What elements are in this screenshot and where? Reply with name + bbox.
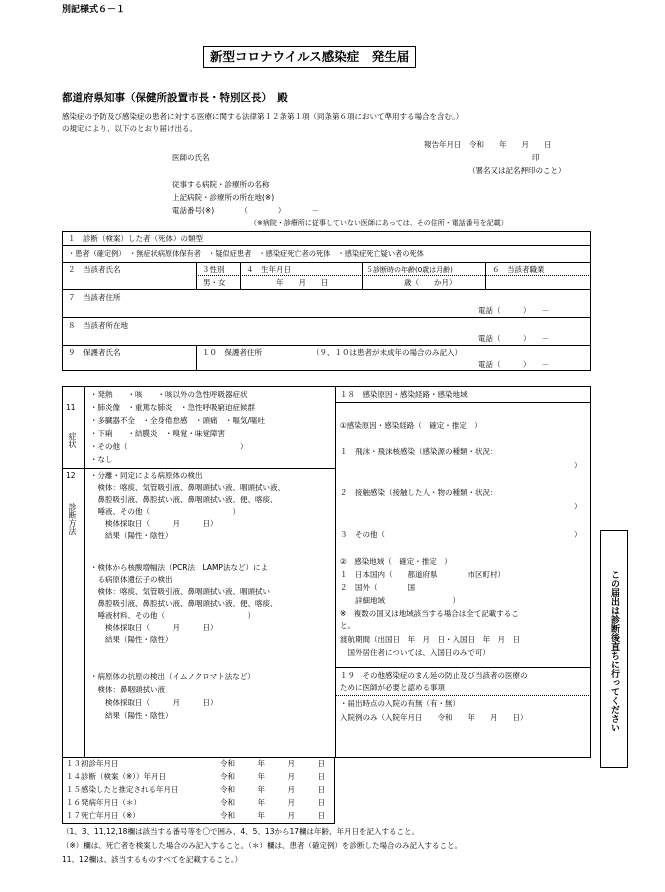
sec12-b2-l7: 結果（陽性・陰性） (90, 635, 173, 644)
sec12-b1-l5: 検体採取日（ 月 日） (90, 519, 218, 528)
sec12-b3-l4: 結果（陽性・陰性） (90, 711, 173, 720)
sec11-line-3: ・多臓器不全 ・全身倦怠感 ・頭痛 ・嘔気/嘔吐 (90, 416, 266, 425)
sec18-item-3: ３ その他（ (340, 530, 385, 539)
date-17-label: １７死亡年月日（※） (66, 811, 140, 820)
sec12-b3-l1: ・病原体の抗原の検出（イムノクロマト法など） (90, 672, 255, 681)
patient-location-phone: 電話（ ） － (478, 334, 550, 343)
phone-label: 電話番号(※) （ ） － (172, 206, 320, 215)
doctor-name-label: 医師の氏名 (172, 153, 210, 162)
date-13-value: 令和 年 月 日 (220, 759, 325, 768)
sec19-line-1: １９ その他感染症のまん延の防止及び当該者の医療の (340, 671, 528, 680)
sec18-header: １８ 感染原因・感染経路・感染地域 (340, 390, 468, 399)
guardian-name-label: ９ 保護者氏名 (68, 348, 121, 357)
seal-mark: 印 (532, 153, 540, 162)
sec12-b1-l4: 唾液、その他（ ） (90, 507, 240, 516)
sec11-line-1: ・発熱 ・咳 ・咳以外の急性呼吸器症状 (90, 390, 248, 399)
form-title: 新型コロナウイルス感染症 発生届 (203, 46, 416, 68)
date-14-value: 令和 年 月 日 (220, 772, 325, 781)
sec12-b2-l1: ・検体から核酸増幅法（PCR法 LAMP法など）によ (90, 563, 268, 572)
hospital-address-label: 上記病院・診療所の所在地(※) (172, 193, 275, 202)
sec12-b2-l4: 鼻腔吸引液、鼻腔拭い液、鼻咽頭拭い液、便、喀痰、 (90, 599, 278, 608)
sec18-region-3: 詳細地域 ） (340, 596, 460, 605)
guardian-phone: 電話（ ） － (478, 360, 550, 369)
age-value: 歳（ か月） (404, 278, 457, 287)
sec19-line-2: ために医師が必要と認める事項 (340, 683, 445, 692)
sec12-b1-l6: 結果（陽性・陰性） (90, 531, 173, 540)
date-17-value: 令和 年 月 日 (220, 811, 325, 820)
sec18-item-3-close: ） (574, 530, 582, 539)
type-options: ・患者（確定例） ・無症状病原体保有者 ・疑似症患者 ・感染症死亡者の死体 ・感染症死亡疑い者の死体 (68, 249, 424, 258)
form-id: 別記様式６－１ (62, 5, 126, 15)
type-label: １ 診断（検案）した者（死体）の類型 (68, 234, 203, 243)
sec12-b1-l1: ・分離・同定による病原体の検出 (90, 471, 203, 480)
sec12-b2-l6: 検体採取日（ 月 日） (90, 623, 218, 632)
sec12-b3-l3: 検体採取日（ 月 日） (90, 698, 218, 707)
patient-address-phone: 電話（ ） － (478, 306, 550, 315)
sec11-line-4: ・下痢 ・結膜炎 ・嗅覚・味覚障害 (90, 429, 225, 438)
sec11-line-2: ・肺炎像 ・重篤な肺炎 ・急性呼吸窮迫症候群 (90, 403, 255, 412)
footnote-1: （1、3、11,12,18欄は該当する番号等を〇で囲み、4、5、13から17欄は年齢、年月日を記入すること。 (62, 827, 420, 836)
patient-address-label: ７ 当該者住所 (68, 293, 121, 302)
side-note: この届出は診断後直ちに行ってください (609, 570, 619, 732)
sec11-line-5: ・その他（ ） (90, 442, 248, 451)
date-15-label: １５感染したと推定される年月日 (66, 785, 179, 794)
patient-name-label: ２ 当該者氏名 (68, 265, 121, 274)
sec12-b1-l2: 検体：喀痰、気管吸引液、鼻咽頭拭い液、咽頭拭い液、 (90, 483, 285, 492)
footnote-2: （※）欄は、死亡者を検案した場合のみ記入すること。（＊）欄は、患者（確定例）を診断した場合のみ記入すること。 (62, 841, 463, 850)
sec12-b2-l5: 唾液材料、その他（ ） (90, 611, 255, 620)
sec18-period-2: 国外居住者については、入国日のみで可） (340, 648, 490, 657)
phone-note: （※病院・診療所に従事していない医師にあっては、その住所・電話番号を記載） (250, 219, 508, 227)
date-16-label: １６発病年月日（＊） (66, 798, 141, 807)
sec12-b3-l2: 検体：鼻咽頭拭い液 (90, 685, 165, 694)
sec18-region-label: ② 感染地域（ 確定・推定 ） (340, 557, 452, 566)
sec18-region-note-2: と。 (340, 621, 355, 630)
patient-location-label: ８ 当該者所在地 (68, 321, 128, 330)
sec11-line-6: ・なし (90, 455, 113, 464)
guardian-address-label: １０ 保護者住所 (202, 348, 262, 357)
sec11-num: 11 (66, 403, 76, 412)
date-14-label: １４診断（検案（※））年月日 (66, 772, 167, 781)
sec18-item-2-close: ） (574, 502, 582, 511)
sec18-region-1: １ 日本国内（ 都道府県 市区町村） (340, 570, 505, 579)
guardian-note: （９、１０は患者が未成年の場合のみ記入） (312, 348, 462, 357)
sec12-label: 診断方法 (68, 503, 77, 535)
sec12-b2-l3: 検体：喀痰、気管吸引液、鼻咽頭拭い液、咽頭拭い (90, 587, 270, 596)
dob-label: ４ 生年月日 (246, 265, 291, 274)
sec18-item-1-close: ） (574, 461, 582, 470)
intro-line-1: 感染症の予防及び感染症の患者に対する医療に関する法律第１２条第１項（同条第６項において準用する場合を含む。） (62, 112, 464, 121)
intro-line-2: の規定により、以下のとおり届け出る。 (62, 124, 197, 133)
sex-label: ３性別 (202, 265, 225, 274)
age-label: ５診断時の年齢(0歳は月齢) (366, 266, 453, 274)
footnote-3: 11、12欄は、該当するものすべてを記載すること。） (62, 855, 243, 864)
seal-note: （署名又は記名押印のこと） (468, 166, 566, 175)
sec18-period-1: 渡航期間（出国日 年 月 日・入国日 年 月 日 (340, 635, 520, 644)
date-13-label: １３初診年月日 (66, 759, 119, 768)
date-15-value: 令和 年 月 日 (220, 785, 325, 794)
report-date: 報告年月日 令和 年 月 日 (424, 140, 552, 149)
sec18-region-2: ２ 国外（ 国 (340, 583, 415, 592)
addressee: 都道府県知事（保健所設置市長・特別区長） 殿 (62, 92, 288, 104)
sec12-b2-l2: る病原体遺伝子の検出 (90, 575, 173, 584)
hospital-label: 従事する病院・診療所の名称 (172, 180, 270, 189)
sec18-item-1: １ 飛沫・飛沫核感染（感染源の種類・状況： (340, 447, 498, 456)
date-16-value: 令和 年 月 日 (220, 798, 325, 807)
sec11-label: 症状 (68, 432, 77, 448)
job-label: ６ 当該者職業 (492, 265, 545, 274)
sec19-sub-2: 入院例のみ（入院年月日 令和 年 月 日） (340, 713, 528, 722)
sec12-num: 12 (66, 471, 76, 480)
sec12-b1-l3: 鼻腔吸引液、鼻腔拭い液、鼻咽頭拭い液、便、喀痰、 (90, 495, 278, 504)
sex-options: 男・女 (203, 278, 226, 287)
dob-value: 年 月 日 (276, 278, 329, 287)
sec18-route: ①感染原因・感染経路（ 確定・推定 ） (340, 421, 482, 430)
sec18-region-note-1: ※ 複数の国又は地域該当する場合は全て記載するこ (340, 609, 519, 618)
sec19-sub-1: ・届出時点の入院の有無（有・無） (340, 699, 460, 708)
sec18-item-2: ２ 接触感染（接触した人・物の種類・状況： (340, 488, 498, 497)
